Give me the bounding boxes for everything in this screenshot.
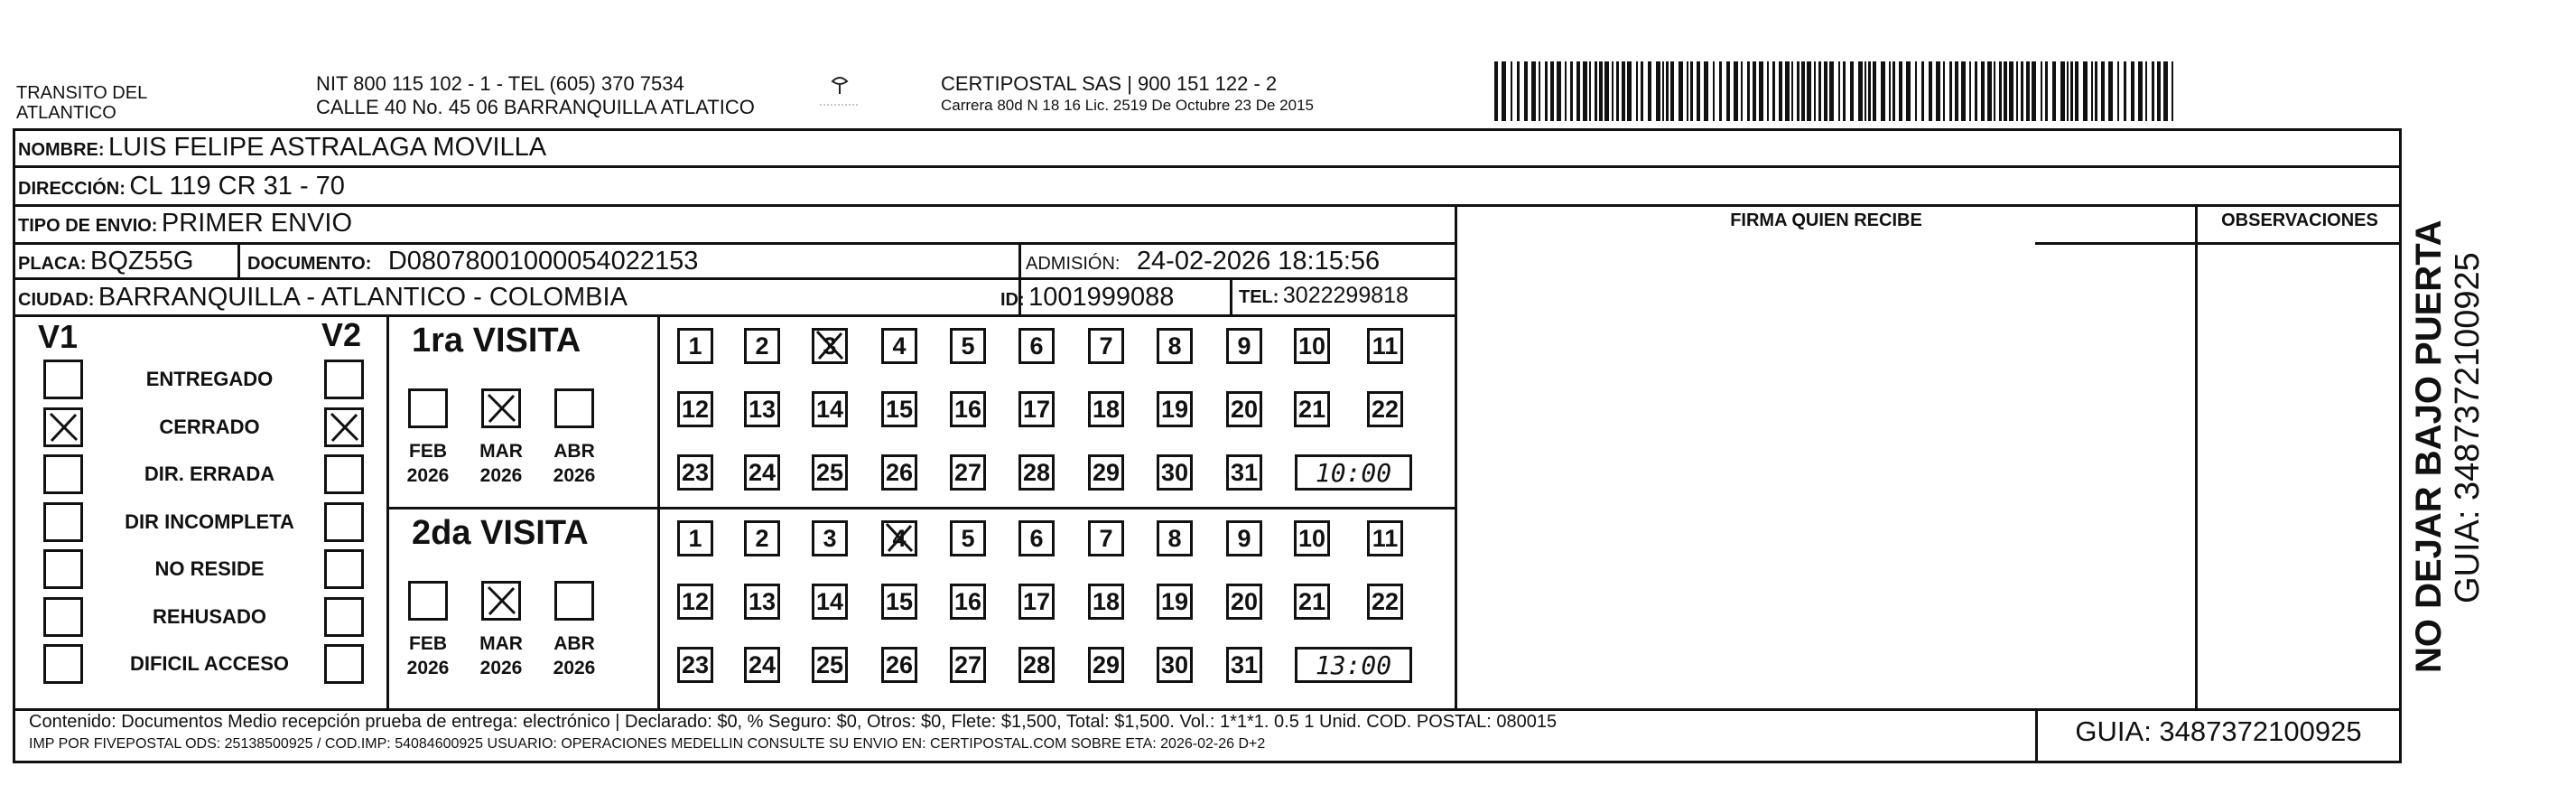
barcode-bar — [1892, 61, 1895, 121]
day-box[interactable]: 22 — [1367, 584, 1403, 620]
v1-checkbox[interactable] — [43, 502, 83, 542]
month-check-mark — [484, 584, 518, 618]
admision-cell — [1026, 247, 1380, 276]
barcode — [1494, 61, 2173, 121]
day-box[interactable]: 17 — [1018, 584, 1055, 620]
barcode-bar — [1604, 61, 1609, 121]
issuer-contact — [316, 72, 755, 119]
ciudad-cell — [18, 283, 628, 313]
day-box[interactable]: 30 — [1157, 454, 1193, 491]
barcode-bar — [1759, 61, 1763, 121]
hour-box[interactable]: 10:00 — [1295, 454, 1412, 491]
barcode-bar — [1814, 61, 1816, 121]
barcode-bar — [2067, 61, 2069, 121]
day-box[interactable]: 25 — [812, 647, 848, 683]
guia-box: GUIA: 3487372100925 — [2075, 715, 2362, 747]
barcode-bar — [1889, 61, 1891, 121]
day-box[interactable]: 16 — [950, 391, 986, 427]
barcode-bar — [1772, 61, 1775, 121]
day-box[interactable]: 20 — [1226, 391, 1262, 427]
barcode-bar — [2052, 61, 2056, 121]
day-box[interactable]: 11 — [1367, 328, 1403, 364]
day-box[interactable]: 30 — [1157, 647, 1193, 683]
barcode-bar — [2026, 61, 2030, 121]
month-year: 2026 — [406, 465, 450, 486]
day-check-mark — [812, 328, 848, 364]
barcode-bar — [2124, 61, 2126, 121]
barcode-bar — [2091, 61, 2093, 121]
day-box[interactable]: 28 — [1018, 454, 1055, 491]
barcode-bar — [1865, 61, 1866, 121]
side-guia: GUIA: 3487372100925 — [2449, 252, 2487, 603]
v1-checkbox[interactable] — [43, 644, 83, 684]
v2-checkbox[interactable] — [324, 454, 364, 494]
day-box[interactable]: 1 — [677, 520, 713, 556]
day-box[interactable]: 7 — [1088, 328, 1124, 364]
v2-checkbox[interactable] — [324, 407, 364, 447]
v1-check-mark — [46, 410, 80, 444]
day-box[interactable]: 23 — [677, 647, 713, 683]
reason-label: CERRADO — [159, 416, 260, 438]
admision-label: ADMISIÓN: — [1026, 254, 1121, 274]
reason-label: DIR. ERRADA — [144, 463, 275, 485]
day-box[interactable]: 19 — [1157, 584, 1193, 620]
barcode-bar — [1545, 61, 1548, 121]
barcode-bar — [2145, 61, 2147, 121]
barcode-bar — [2021, 61, 2023, 121]
month-checkbox[interactable] — [408, 388, 448, 428]
day-box[interactable]: 29 — [1088, 454, 1124, 491]
month-checkbox[interactable] — [554, 581, 594, 621]
visit-title: 1ra VISITA — [412, 322, 581, 360]
barcode-bar — [1511, 61, 1512, 121]
barcode-bar — [1741, 61, 1743, 121]
v1-checkbox[interactable] — [43, 407, 83, 447]
barcode-bar — [1697, 61, 1700, 121]
barcode-bar — [2075, 61, 2078, 121]
barcode-bar — [1981, 61, 1985, 121]
day-box[interactable]: 2 — [744, 520, 780, 556]
month-year: 2026 — [406, 658, 450, 678]
tipo-envio-label: TIPO DE ENVIO: — [18, 216, 158, 236]
hour-box[interactable]: 13:00 — [1295, 647, 1412, 683]
barcode-bar — [2101, 61, 2105, 121]
v1-label: V1 — [38, 318, 79, 355]
v1-checkbox[interactable] — [43, 454, 83, 494]
day-box[interactable]: 8 — [1157, 520, 1193, 556]
day-box[interactable]: 23 — [677, 454, 713, 491]
month-year: 2026 — [553, 465, 596, 486]
barcode-bar — [1829, 61, 1834, 121]
day-box[interactable]: 3 — [812, 520, 848, 556]
barcode-bar — [2032, 61, 2036, 121]
barcode-bar — [1636, 61, 1638, 121]
month-checkbox[interactable] — [481, 581, 521, 621]
barcode-bar — [1539, 61, 1540, 121]
barcode-bar — [2004, 61, 2007, 121]
day-box[interactable]: 6 — [1018, 328, 1055, 364]
month-name: MAR — [479, 633, 523, 654]
barcode-bar — [1987, 61, 1992, 121]
issuer-name — [16, 83, 147, 123]
tel-label: TEL: — [1239, 287, 1279, 307]
nit-line: NIT 800 115 102 - 1 - TEL (605) 370 7534 — [316, 72, 684, 95]
barcode-bar — [1719, 61, 1722, 121]
direccion-value: CL 119 CR 31 - 70 — [129, 172, 345, 201]
month-checkbox[interactable] — [554, 388, 594, 428]
day-box[interactable]: 10 — [1294, 328, 1330, 364]
barcode-bar — [1517, 61, 1520, 121]
barcode-bar — [1921, 61, 1924, 121]
barcode-bar — [1670, 61, 1674, 121]
barcode-bar — [1531, 61, 1536, 121]
day-box[interactable]: 20 — [1226, 584, 1262, 620]
day-box[interactable]: 3 — [812, 328, 848, 364]
month-name: ABR — [553, 441, 595, 462]
barcode-bar — [1961, 61, 1966, 121]
reason-label: DIFICIL ACCESO — [129, 652, 289, 675]
barcode-bar — [1524, 61, 1528, 121]
barcode-bar — [1679, 61, 1683, 121]
placa-cell — [18, 247, 193, 276]
barcode-bar — [2117, 61, 2119, 121]
barcode-bar — [1599, 61, 1603, 121]
barcode-bar — [1955, 61, 1958, 121]
ciudad-label: CIUDAD: — [18, 290, 95, 310]
barcode-bar — [1824, 61, 1827, 121]
day-box[interactable]: 13 — [744, 391, 780, 427]
barcode-bar — [2070, 61, 2073, 121]
id-label: ID: — [1000, 290, 1025, 310]
month-label — [549, 631, 600, 680]
v2-checkbox[interactable] — [324, 502, 364, 542]
day-box[interactable]: 10 — [1294, 520, 1330, 556]
barcode-bar — [1753, 61, 1756, 121]
imp-line: IMP POR FIVEPOSTAL ODS: 25138500925 / COD.IMP: 54084600925 USUARIO: OPERACIONES MEDELLIN CONSULTE SU ENVIO EN: CERTIPOSTAL.COM SOBRE ETA: 2026-02-26 D+2 — [29, 736, 1266, 752]
barcode-bar — [2152, 61, 2154, 121]
day-box[interactable]: 4 — [881, 520, 917, 556]
firma-header — [1457, 210, 2195, 231]
day-box[interactable]: 14 — [812, 584, 848, 620]
day-box[interactable]: 22 — [1367, 391, 1403, 427]
barcode-bar — [1494, 61, 1498, 121]
firma-label: FIRMA QUIEN RECIBE — [1730, 210, 1922, 230]
day-box[interactable]: 12 — [677, 391, 713, 427]
ciudad-value: BARRANQUILLA - ATLANTICO - COLOMBIA — [98, 283, 628, 312]
day-box[interactable]: 8 — [1157, 328, 1193, 364]
day-box[interactable]: 15 — [881, 391, 917, 427]
barcode-bar — [1797, 61, 1799, 121]
barcode-bar — [2060, 61, 2065, 121]
tipo-envio-value: PRIMER ENVIO — [161, 209, 353, 238]
barcode-bar — [1868, 61, 1871, 121]
day-box[interactable]: 11 — [1367, 520, 1403, 556]
barcode-bar — [1734, 61, 1738, 121]
issuer-line-1: TRANSITO DEL — [16, 83, 148, 103]
barcode-bar — [2131, 61, 2134, 121]
day-box[interactable]: 16 — [950, 584, 986, 620]
month-year: 2026 — [553, 658, 596, 678]
barcode-bar — [2045, 61, 2048, 121]
documento-cell — [247, 247, 698, 276]
day-box[interactable]: 12 — [677, 584, 713, 620]
barcode-bar — [1713, 61, 1715, 121]
barcode-bar — [1850, 61, 1854, 121]
nombre-row — [18, 133, 546, 163]
barcode-bar — [2163, 61, 2168, 121]
barcode-bar — [1576, 61, 1580, 121]
barcode-bar — [1662, 61, 1664, 121]
month-year: 2026 — [479, 658, 523, 678]
day-box[interactable]: 18 — [1088, 584, 1124, 620]
barcode-bar — [1726, 61, 1730, 121]
day-box[interactable]: 21 — [1294, 584, 1330, 620]
day-box[interactable]: 31 — [1226, 454, 1262, 491]
barcode-bar — [1622, 61, 1625, 121]
v2-checkbox[interactable] — [324, 644, 364, 684]
side-warning: NO DEJAR BAJO PUERTA — [2409, 220, 2449, 673]
placa-label: PLACA: — [18, 254, 87, 274]
barcode-bar — [2095, 61, 2097, 121]
v1-checkbox[interactable] — [43, 597, 83, 637]
barcode-bar — [1616, 61, 1619, 121]
day-box[interactable]: 9 — [1226, 520, 1262, 556]
barcode-bar — [2041, 61, 2042, 121]
barcode-bar — [1627, 61, 1632, 121]
barcode-bar — [1858, 61, 1863, 121]
contenido-line: Contenido: Documentos Medio recepción prueba de entrega: electrónico | Declarado: $0, % Seguro: $0, Otros: $0, Flete: $1,500, Total: $1,500. Vol.: 1*1*1. 0.5 1 Unid. COD. POSTAL: 080015 — [29, 712, 1558, 732]
barcode-bar — [1779, 61, 1782, 121]
barcode-bar — [2016, 61, 2018, 121]
barcode-bar — [1648, 61, 1651, 121]
barcode-bar — [1502, 61, 1506, 121]
barcode-bar — [1570, 61, 1573, 121]
barcode-bar — [1843, 61, 1846, 121]
day-box[interactable]: 26 — [881, 647, 917, 683]
barcode-bar — [1906, 61, 1911, 121]
nombre-label: NOMBRE: — [18, 140, 105, 160]
month-year: 2026 — [479, 465, 523, 486]
reason-label: DIR INCOMPLETA — [125, 510, 294, 533]
barcode-bar — [1943, 61, 1945, 121]
reason-label: ENTREGADO — [145, 368, 274, 390]
month-name: FEB — [409, 441, 447, 462]
barcode-bar — [1747, 61, 1750, 121]
month-label — [549, 439, 600, 488]
month-label — [476, 439, 526, 488]
id-cell — [1000, 283, 1174, 313]
barcode-bar — [1767, 61, 1769, 121]
barcode-bar — [1704, 61, 1708, 121]
barcode-bar — [2009, 61, 2013, 121]
v2-checkbox[interactable] — [324, 360, 364, 399]
nombre-value: LUIS FELIPE ASTRALAGA MOVILLA — [108, 133, 547, 162]
day-box[interactable]: 7 — [1088, 520, 1124, 556]
day-box[interactable]: 14 — [812, 391, 848, 427]
barcode-bar — [1881, 61, 1885, 121]
issuer-line-2: ATLANTICO — [16, 103, 116, 123]
barcode-bar — [1641, 61, 1643, 121]
v2-checkbox[interactable] — [324, 597, 364, 637]
day-box[interactable]: 1 — [677, 328, 713, 364]
v1-checkbox[interactable] — [43, 360, 83, 399]
month-name: ABR — [553, 633, 595, 654]
barcode-bar — [1583, 61, 1587, 121]
v2-checkbox[interactable] — [324, 549, 364, 589]
day-box[interactable]: 28 — [1018, 647, 1055, 683]
day-box[interactable]: 27 — [950, 454, 986, 491]
day-box[interactable]: 13 — [744, 584, 780, 620]
barcode-bar — [1666, 61, 1669, 121]
day-box[interactable]: 19 — [1157, 391, 1193, 427]
day-box[interactable]: 6 — [1018, 520, 1055, 556]
observaciones-label: OBSERVACIONES — [2221, 210, 2378, 230]
barcode-bar — [1565, 61, 1567, 121]
v1-checkbox[interactable] — [43, 549, 83, 589]
barcode-bar — [2083, 61, 2088, 121]
barcode-bar — [2108, 61, 2113, 121]
barcode-bar — [1589, 61, 1591, 121]
day-box[interactable]: 4 — [881, 328, 917, 364]
barcode-bar — [2157, 61, 2161, 121]
direccion-label: DIRECCIÓN: — [18, 179, 126, 199]
barcode-bar — [1969, 61, 1971, 121]
day-box[interactable]: 18 — [1088, 391, 1124, 427]
placa-value: BQZ55G — [90, 247, 194, 276]
visit-title: 2da VISITA — [412, 514, 589, 552]
reason-label: REHUSADO — [153, 605, 266, 628]
barcode-bar — [1899, 61, 1902, 121]
id-value: 1001999088 — [1028, 283, 1175, 312]
day-box[interactable]: 21 — [1294, 391, 1330, 427]
barcode-bar — [1690, 61, 1693, 121]
barcode-bar — [1818, 61, 1821, 121]
barcode-bar — [1873, 61, 1876, 121]
day-box[interactable]: 26 — [881, 454, 917, 491]
day-box[interactable]: 29 — [1088, 647, 1124, 683]
carrier-line-1: CERTIPOSTAL SAS | 900 151 122 - 2 — [941, 72, 1278, 95]
admision-value: 24-02-2026 18:15:56 — [1136, 247, 1381, 276]
barcode-bar — [1807, 61, 1811, 121]
v2-label: V2 — [321, 316, 362, 353]
carrier-logo-icon — [813, 72, 867, 114]
day-box[interactable]: 2 — [744, 328, 780, 364]
day-box[interactable]: 15 — [881, 584, 917, 620]
observaciones-header — [2198, 210, 2402, 231]
barcode-bar — [1687, 61, 1688, 121]
barcode-bar — [1595, 61, 1597, 121]
documento-label: DOCUMENTO: — [247, 254, 372, 274]
month-checkbox[interactable] — [481, 388, 521, 428]
day-box[interactable]: 24 — [744, 647, 780, 683]
documento-value: D08078001000054022153 — [387, 247, 699, 276]
month-name: FEB — [409, 633, 447, 654]
day-box[interactable]: 31 — [1226, 647, 1262, 683]
barcode-bar — [1791, 61, 1793, 121]
day-box[interactable]: 5 — [950, 328, 986, 364]
barcode-bar — [1801, 61, 1805, 121]
day-box[interactable]: 24 — [744, 454, 780, 491]
barcode-graphic — [1494, 61, 2173, 121]
barcode-bar — [1785, 61, 1790, 121]
v2-check-mark — [327, 410, 361, 444]
reason-label: NO RESIDE — [154, 557, 265, 580]
barcode-bar — [1915, 61, 1917, 121]
barcode-bar — [1557, 61, 1561, 121]
day-box[interactable]: 9 — [1226, 328, 1262, 364]
day-box[interactable]: 5 — [950, 520, 986, 556]
month-checkbox[interactable] — [408, 581, 448, 621]
day-box[interactable]: 25 — [812, 454, 848, 491]
month-check-mark — [484, 391, 518, 425]
month-label — [403, 631, 453, 680]
tel-cell — [1239, 283, 1409, 309]
barcode-bar — [1929, 61, 1932, 121]
barcode-bar — [1838, 61, 1840, 121]
barcode-bar — [2138, 61, 2143, 121]
carrier-info — [941, 72, 1314, 116]
barcode-bar — [1612, 61, 1613, 121]
day-box[interactable]: 27 — [950, 647, 986, 683]
month-label — [476, 631, 526, 680]
barcode-bar — [2171, 61, 2173, 121]
month-label — [403, 439, 453, 488]
carrier-line-2: Carrera 80d N 18 16 Lic. 2519 De Octubre 23 De 2015 — [941, 97, 1314, 114]
direccion-row — [18, 172, 345, 201]
barcode-bar — [1936, 61, 1940, 121]
address-line: CALLE 40 No. 45 06 BARRANQUILLA ATLATICO — [316, 96, 755, 118]
tel-value: 3022299818 — [1282, 283, 1409, 308]
barcode-bar — [1999, 61, 2002, 121]
barcode-bar — [1949, 61, 1952, 121]
day-box[interactable]: 17 — [1018, 391, 1055, 427]
barcode-bar — [1975, 61, 1977, 121]
day-check-mark — [881, 520, 917, 556]
barcode-bar — [1994, 61, 1995, 121]
tipo-envio-row — [18, 209, 352, 238]
barcode-bar — [1656, 61, 1660, 121]
month-name: MAR — [479, 441, 523, 462]
barcode-bar — [1550, 61, 1554, 121]
